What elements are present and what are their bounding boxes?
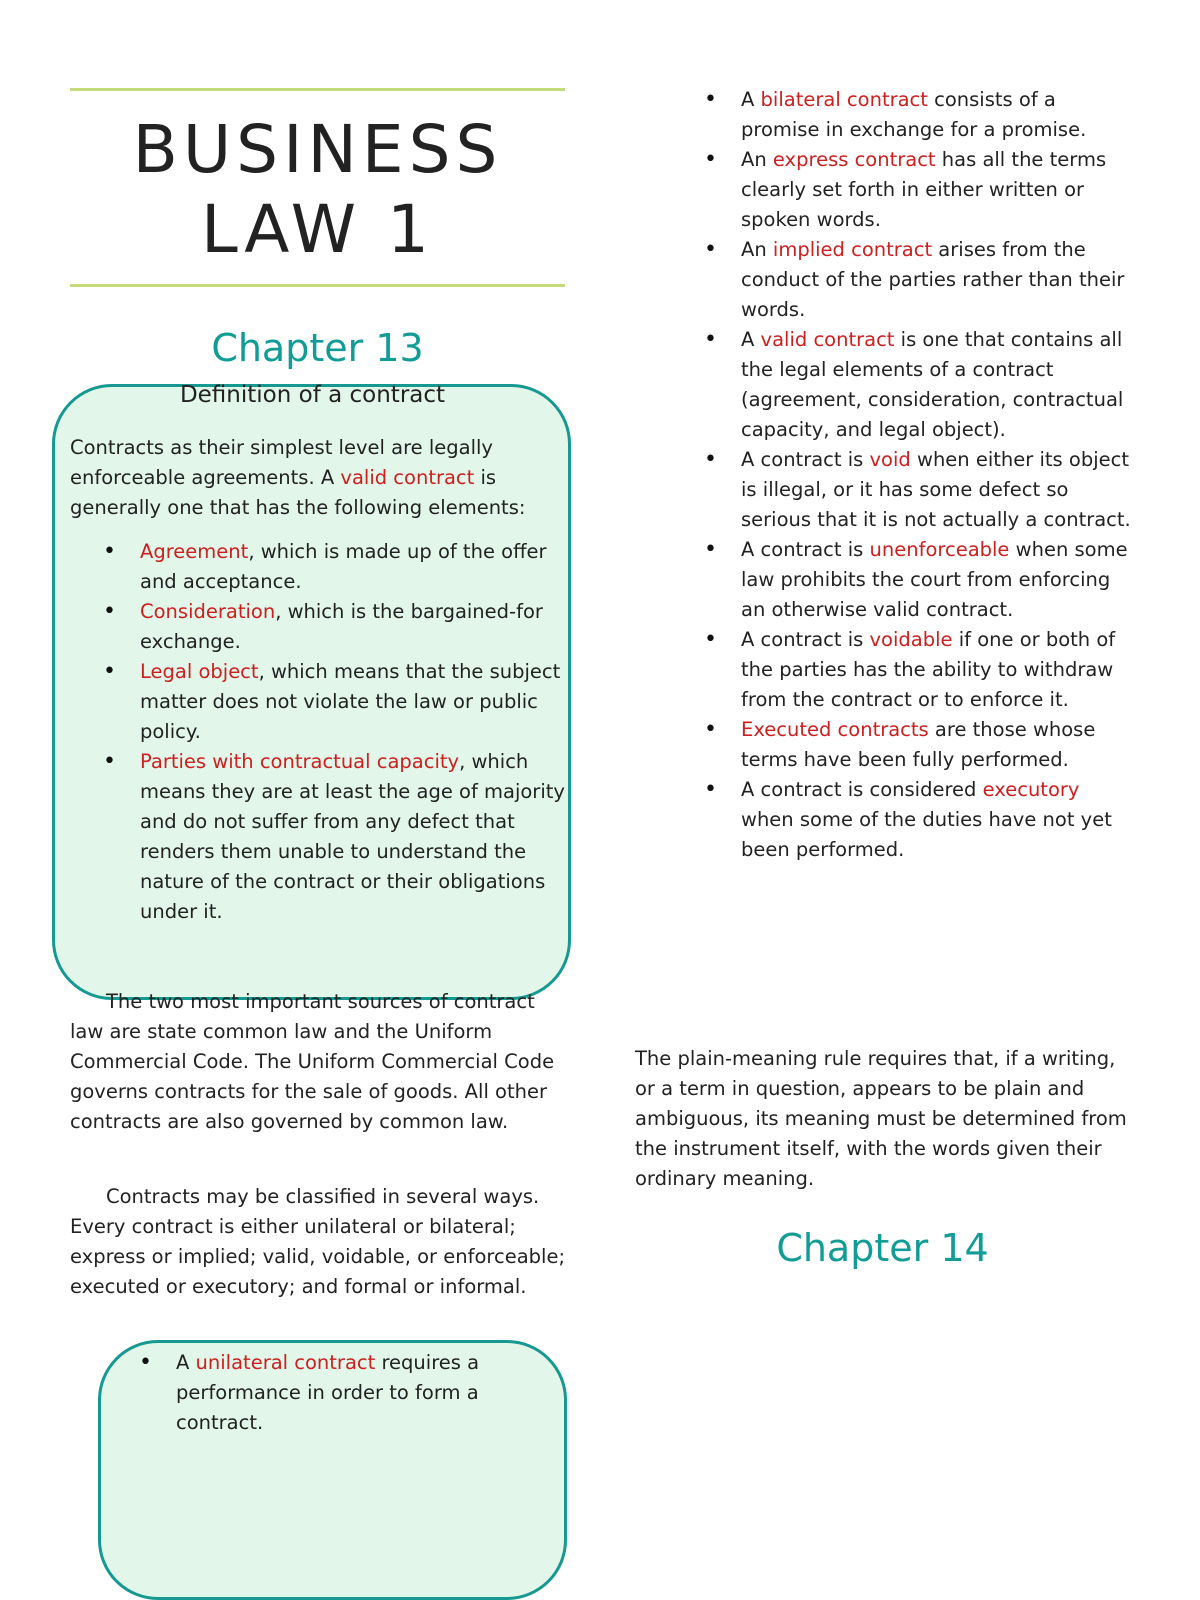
definition-intro: Contracts as their simplest level are legally enforceable agreements. A valid contract is generally one that has the following elements:: [70, 436, 526, 519]
list-item: • A unilateral contract requires a performance in order to form a contract.: [141, 1348, 541, 1438]
chapter-13-heading: Chapter 13: [211, 326, 424, 370]
list-item: • Agreement, which is made up of the offer and acceptance.: [105, 537, 565, 597]
title-line-2: LAW 1: [200, 191, 435, 268]
elements-list: [105, 537, 565, 927]
list-item: • A contract is considered executory when some of the duties have not yet been performed.: [706, 775, 1136, 865]
plain-meaning-paragraph: The plain-meaning rule requires that, if a writing, or a term in question, appears to be plain and ambiguous, its meaning must be determined from the instrument itself, with the words given their ordinary meaning.: [635, 1047, 1127, 1190]
list-item: • A contract is voidable if one or both of the parties has the ability to withdraw from the contract or to enforce it.: [706, 625, 1136, 715]
chapter-14-heading: Chapter 14: [776, 1226, 989, 1270]
document-title: [70, 110, 565, 270]
list-item: • Legal object, which means that the subject matter does not violate the law or public policy.: [105, 657, 565, 747]
list-item: • A bilateral contract consists of a promise in exchange for a promise.: [706, 85, 1136, 145]
list-item: • A valid contract is one that contains all the legal elements of a contract (agreement, consideration, contractual capacity, and legal object).: [706, 325, 1136, 445]
definition-box-title: Definition of a contract: [179, 382, 446, 408]
unilateral-list: [141, 1348, 541, 1438]
list-item: • Consideration, which is the bargained-for exchange.: [105, 597, 565, 657]
sources-paragraph: The two most important sources of contract law are state common law and the Uniform Commercial Code. The Uniform Commercial Code governs contracts for the sale of goods. All other contracts are also governed by common law.: [70, 990, 555, 1133]
list-item: • Parties with contractual capacity, which means they are at least the age of majority and do not suffer from any defect that renders them unable to understand the nature of the contract or their obligations under it.: [105, 747, 565, 927]
classification-paragraph: Contracts may be classified in several ways. Every contract is either unilateral or bilateral; express or implied; valid, voidable, or enforceable; executed or executory; and formal or informal.: [70, 1185, 566, 1298]
list-item: • An express contract has all the terms clearly set forth in either written or spoken words.: [706, 145, 1136, 235]
list-item: • An implied contract arises from the conduct of the parties rather than their words.: [706, 235, 1136, 325]
valid-contract-term: valid contract: [340, 466, 475, 489]
list-item: • Executed contracts are those whose terms have been fully performed.: [706, 715, 1136, 775]
list-item: • A contract is unenforceable when some law prohibits the court from enforcing an otherwise valid contract.: [706, 535, 1136, 625]
list-item: • A contract is void when either its object is illegal, or it has some defect so serious that it is not actually a contract.: [706, 445, 1136, 535]
title-rule-top: [70, 88, 565, 91]
title-rule-bottom: [70, 284, 565, 287]
title-line-1: BUSINESS: [132, 111, 503, 188]
contract-types-list: [706, 85, 1136, 865]
